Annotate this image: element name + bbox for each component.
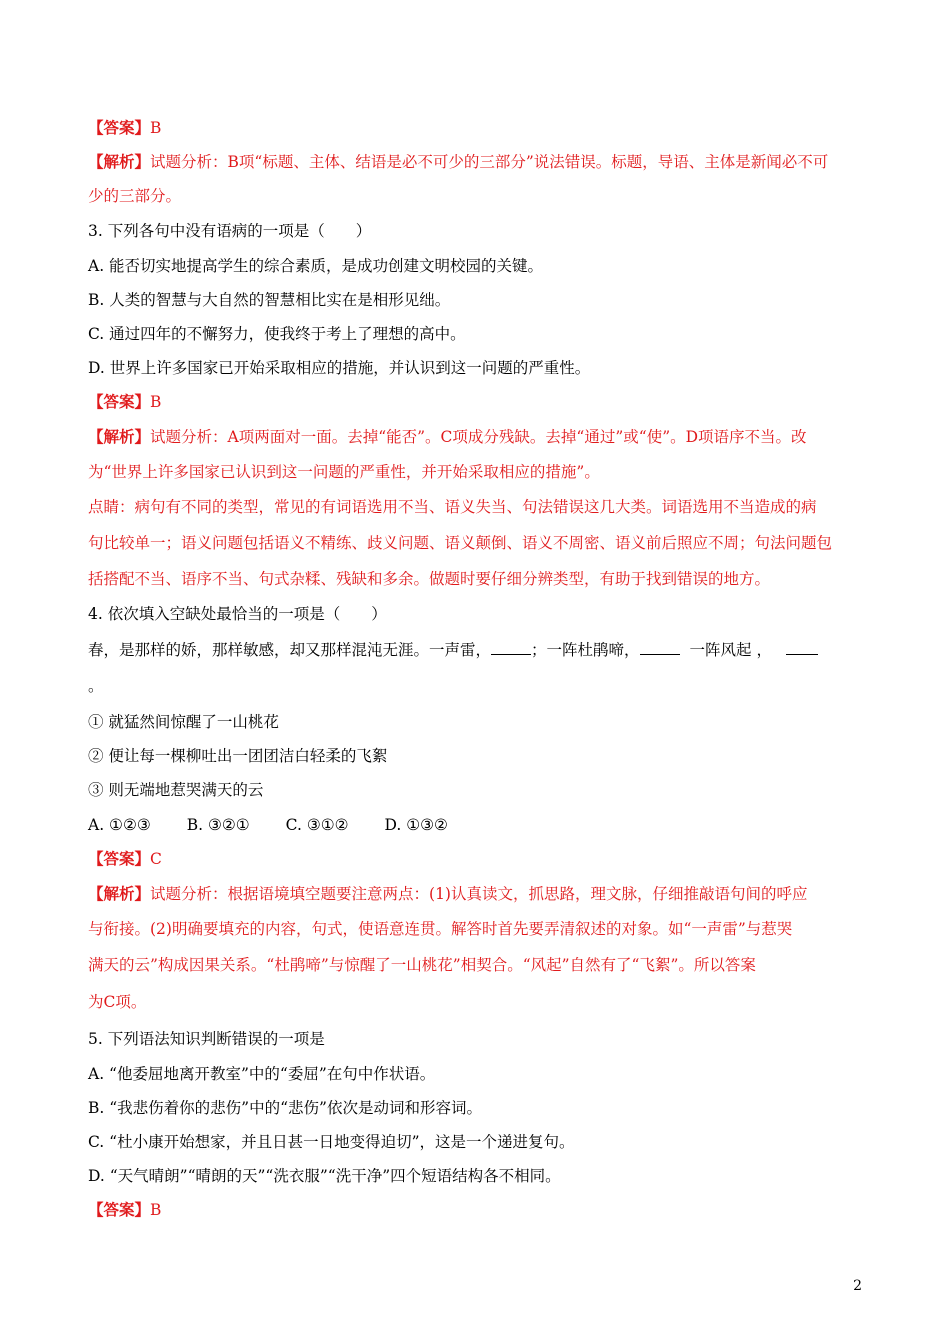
analysis-line-q3-2: 为“世界上许多国家已认识到这一问题的严重性，并开始采取相应的措施”。 — [88, 463, 600, 481]
q4-option-a: A. ①②③ — [88, 816, 151, 834]
question-4: 4. 依次填入空缺处最恰当的一项是（ ） — [88, 605, 387, 623]
question-5: 5. 下列语法知识判断错误的一项是 — [88, 1030, 325, 1048]
q4-clause-3: ③ 则无端地惹哭满天的云 — [88, 781, 264, 799]
q4-passage-end: 。 — [88, 677, 104, 695]
answer-tag: 【答案】 — [88, 1200, 151, 1219]
analysis-text: 试题分析：A项两面对一面。去掉“能否”。C项成分残缺。去掉“通过”或“使”。D项语序不当。改 — [150, 428, 807, 446]
q5-option-a: A. “他委屈地离开教室”中的“委屈”在句中作状语。 — [88, 1065, 436, 1083]
passage-part-3: 一阵风起 ， — [689, 641, 772, 659]
answer-value: B — [150, 393, 162, 411]
answer-value: B — [150, 1201, 162, 1219]
q4-clause-1: ① 就猛然间惊醒了一山桃花 — [88, 713, 279, 731]
blank-3 — [786, 640, 818, 655]
q4-option-d: D. ①③② — [384, 816, 448, 834]
analysis-line-q4-1 — [88, 884, 868, 904]
q3-option-a: A. 能否切实地提高学生的综合素质，是成功创建文明校园的关键。 — [88, 257, 544, 275]
analysis-line-q4-2: 与衔接。(2)明确要填充的内容，句式，使语意连贯。解答时首先要弄清叙述的对象。如“一声雷”与惹哭 — [88, 920, 793, 938]
page-number: 2 — [853, 1278, 862, 1294]
q4-option-c: C. ③①② — [285, 816, 349, 834]
q3-option-d: D. 世界上许多国家已开始采取相应的措施，并认识到这一问题的严重性。 — [88, 359, 591, 377]
analysis-tag: 【解析】 — [88, 152, 151, 171]
analysis-line-q2-2: 少的三部分。 — [88, 187, 182, 205]
analysis-text: 试题分析：B项“标题、主体、结语是必不可少的三部分”说法错误。标题，导语、主体是新闻必不可 — [150, 153, 829, 171]
answer-tag: 【答案】 — [88, 392, 151, 411]
answer-value: C — [150, 850, 162, 868]
answer-line-q4 — [88, 849, 868, 869]
analysis-line-q2-1 — [88, 152, 868, 172]
q4-options — [88, 815, 868, 835]
analysis-tag: 【解析】 — [88, 884, 151, 903]
answer-value: B — [150, 119, 162, 137]
q5-option-b: B. “我悲伤着你的悲伤”中的“悲伤”依次是动词和形容词。 — [88, 1099, 482, 1117]
blank-2 — [640, 640, 680, 655]
passage-part-2: ；一阵杜鹃啼， — [531, 641, 640, 659]
passage-part-1: 春，是那样的娇，那样敏感，却又那样混沌无涯。一声雷， — [88, 641, 492, 659]
analysis-tag: 【解析】 — [88, 427, 151, 446]
q3-option-b: B. 人类的智慧与大自然的智慧相比实在是相形见绌。 — [88, 291, 451, 309]
q5-option-c: C. “杜小康开始想家，并且日甚一日地变得迫切”，这是一个递进复句。 — [88, 1133, 575, 1151]
analysis-line-q4-4: 为C项。 — [88, 993, 147, 1011]
q4-passage — [88, 640, 868, 660]
q4-clause-2: ② 便让每一棵柳吐出一团团洁白轻柔的飞絮 — [88, 747, 388, 765]
question-3: 3. 下列各句中没有语病的一项是（ ） — [88, 222, 372, 240]
tip-line-3: 括搭配不当、语序不当、句式杂糅、残缺和多余。做题时要仔细分辨类型，有助于找到错误的地方。 — [88, 570, 771, 588]
blank-1 — [491, 640, 531, 655]
answer-line-q5 — [88, 1200, 868, 1220]
analysis-line-q3-1 — [88, 427, 868, 447]
answer-line-q2 — [88, 118, 868, 138]
tip-line-1: 点睛：病句有不同的类型，常见的有词语选用不当、语义失当、句法错误这几大类。词语选用不当造成的病 — [88, 498, 817, 516]
q3-option-c: C. 通过四年的不懈努力，使我终于考上了理想的高中。 — [88, 325, 466, 343]
analysis-text: 试题分析：根据语境填空题要注意两点：(1)认真读文，抓思路，理文脉，仔细推敲语句间的呼应 — [150, 885, 808, 903]
answer-tag: 【答案】 — [88, 849, 151, 868]
q4-option-b: B. ③②① — [186, 816, 250, 834]
answer-line-q3 — [88, 392, 868, 412]
analysis-line-q4-3: 满天的云”构成因果关系。“杜鹃啼”与惊醒了一山桃花”相契合。“风起”自然有了“飞絮”。所以答案 — [88, 956, 756, 974]
q5-option-d: D. “天气晴朗”“晴朗的天”“洗衣服”“洗干净”四个短语结构各不相同。 — [88, 1167, 561, 1185]
tip-line-2: 句比较单一；语义问题包括语义不精练、歧义问题、语义颠倒、语义不周密、语义前后照应不周；句法问题包 — [88, 534, 833, 552]
answer-tag: 【答案】 — [88, 118, 151, 137]
